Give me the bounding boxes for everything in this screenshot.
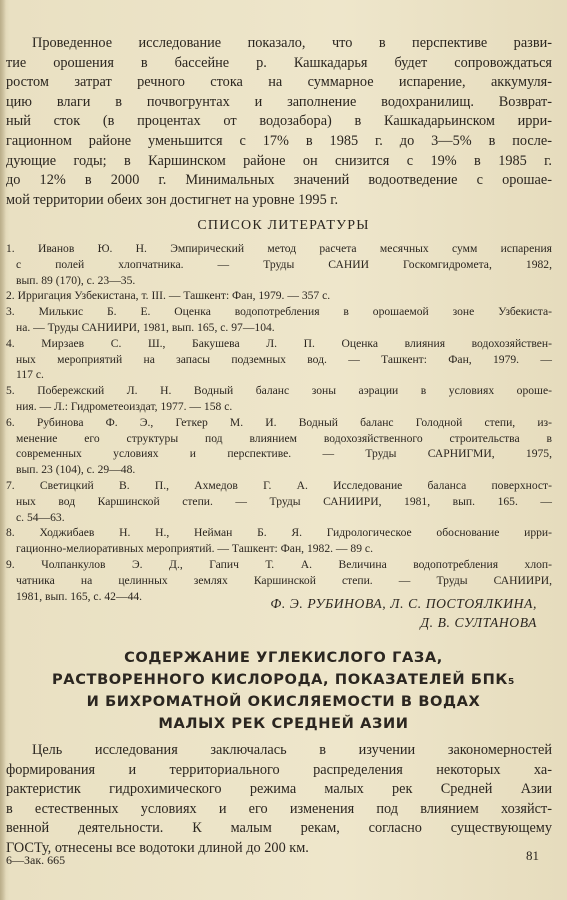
- reference-line: 7. Светицкий В. П., Ахмедов Г. А. Исследование баланса поверхност-: [6, 478, 552, 492]
- intro-line: рактеристик гидрохимического режима малых рек Средней Азии: [6, 781, 552, 798]
- reference-line: 9. Чолпанкулов Э. Д., Гапич Т. А. Величина водопотребления хлоп-: [6, 557, 552, 571]
- intro-line: ГОСТу, отнесены все водотоки длиной до 200 км.: [6, 839, 309, 856]
- paragraph-line: ростом затрат речного стока на суммарное испарение, аккумуля-: [6, 74, 552, 91]
- paragraph-line: ный сток (в процентах от водозабора) в Кашкадарьинском ирри-: [6, 113, 552, 130]
- intro-line: венной деятельности. К малым рекам, согласно существующему: [6, 820, 552, 837]
- closing-paragraph: [6, 34, 552, 210]
- paragraph-line: дующие годы; в Каршинском районе он снизится с 19% в 1985 г.: [6, 152, 552, 169]
- reference-line: вып. 23 (104), с. 29—48.: [16, 463, 136, 477]
- reference-line: 6. Рубинова Ф. Э., Геткер М. И. Водный баланс Голодной степи, из-: [6, 415, 552, 429]
- intro-line: Цель исследования заключалась в изучении закономерностей: [32, 742, 552, 758]
- references-list: [6, 241, 552, 604]
- title-line: МАЛЫХ РЕК СРЕДНЕЙ АЗИИ: [158, 715, 409, 732]
- reference-line: чатника на целинных землях Каршинской степи. — Труды САНИИРИ,: [16, 573, 552, 587]
- reference-line: ния. — Л.: Гидрометеоиздат, 1977. — 158 с.: [16, 399, 233, 413]
- title-line: И БИХРОМАТНОЙ ОКИСЛЯЕМОСТИ В ВОДАХ: [86, 693, 481, 710]
- paragraph-line: цию влаги в почвогрунтах и заполнение водохранилищ. Возврат-: [6, 93, 552, 110]
- reference-line: 2. Ирригация Узбекистана, т. III. — Ташкент: Фан, 1979. — 357 с.: [6, 289, 331, 303]
- paragraph-line: тие орошения в бассейне р. Кашкадарья будет сопровождаться: [6, 54, 552, 71]
- authors-line: Ф. Э. РУБИНОВА, Л. С. ПОСТОЯЛКИНА,: [270, 596, 537, 611]
- reference-line: ных мероприятий на запасы подземных вод. — Ташкент: Фан, 1979. —: [16, 352, 552, 366]
- reference-line: с. 54—63.: [16, 510, 65, 524]
- references-heading: СПИСОК ЛИТЕРАТУРЫ: [197, 218, 370, 233]
- article-authors: [270, 594, 537, 632]
- title-line: РАСТВОРЕННОГО КИСЛОРОДА, ПОКАЗАТЕЛЕЙ БПК₅: [52, 671, 515, 688]
- paragraph-line: до 12% в 2000 г. Минимальных значений водоотведение с орошае-: [6, 172, 552, 189]
- printing-signature: 6—Зак. 665: [6, 853, 66, 867]
- reference-line: 1. Иванов Ю. Н. Эмпирический метод расчета месячных сумм испарения: [6, 242, 552, 255]
- reference-line: менение его структуры под влиянием водохозяйственного строительства в: [16, 431, 552, 445]
- page-number: 81: [526, 848, 539, 863]
- reference-line: ных вод Каршинской степи. — Труды САНИИРИ, 1981, вып. 165. —: [16, 494, 552, 508]
- reference-line: вып. 89 (170), с. 23—35.: [16, 273, 136, 287]
- reference-line: современных условиях и перспективе. — Труды САРНИГМИ, 1975,: [16, 447, 552, 461]
- paragraph-line: гационном районе уменьшится с 17% в 1985 г. до 3—5% в после-: [6, 132, 552, 149]
- article-title: [0, 647, 567, 735]
- intro-paragraph: [6, 741, 552, 859]
- title-line: СОДЕРЖАНИЕ УГЛЕКИСЛОГО ГАЗА,: [124, 649, 443, 666]
- reference-line: гационно-мелиоративных мероприятий. — Ташкент: Фан, 1982. — 89 с.: [16, 542, 373, 556]
- reference-line: на. — Труды САНИИРИ, 1981, вып. 165, с. 97—104.: [16, 320, 275, 334]
- reference-line: 5. Побережский Л. Н. Водный баланс зоны аэрации в условиях ороше-: [6, 384, 552, 398]
- authors-line: Д. В. СУЛТАНОВА: [420, 615, 537, 630]
- reference-line: 3. Милькис Б. Е. Оценка водопотребления в орошаемой зоне Узбекиста-: [6, 305, 552, 319]
- reference-line: 8. Ходжибаев Н. Н., Нейман Б. Я. Гидрологическое обоснование ирри-: [6, 526, 552, 540]
- reference-line: с полей хлопчатника. — Труды САНИИ Госкомгидромета, 1982,: [16, 257, 552, 271]
- intro-line: формирования и территориального распределения некоторых ха-: [6, 761, 552, 778]
- intro-line: в естественных условиях и его изменения под влиянием хозяйст-: [6, 800, 552, 817]
- reference-line: 4. Мирзаев С. Ш., Бакушева Л. П. Оценка влияния водохозяйствен-: [6, 336, 552, 350]
- paragraph-line: мой территории обеих зон достигнет на уровне 1995 г.: [6, 191, 339, 208]
- reference-line: 117 с.: [16, 368, 44, 382]
- reference-line: 1981, вып. 165, с. 42—44.: [16, 589, 143, 603]
- paragraph-line: Проведенное исследование показало, что в перспективе разви-: [32, 35, 552, 51]
